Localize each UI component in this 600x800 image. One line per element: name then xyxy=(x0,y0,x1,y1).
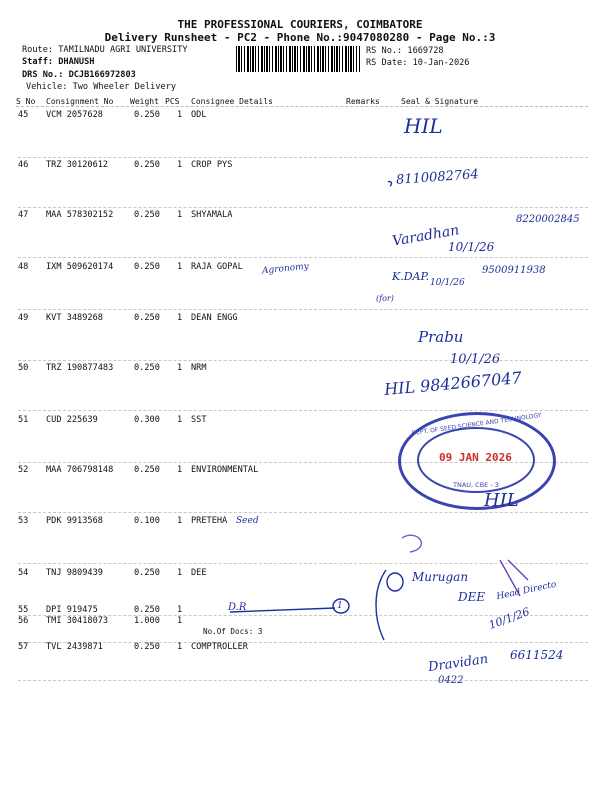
row-pcs: 1 xyxy=(177,605,183,615)
row-consignee: DEAN ENGG xyxy=(191,313,238,323)
col-pcs: PCS xyxy=(165,97,180,106)
row-weight: 0.250 xyxy=(134,363,160,373)
row-consignee: NRM xyxy=(191,363,207,373)
row-consignment: KVT 3489268 xyxy=(46,313,103,323)
stamp-bottom-text: TNAU, CBE - 3 xyxy=(453,481,499,489)
stamp-top-text: DEPT. OF SEED SCIENCE AND TECHNOLOGY xyxy=(411,411,542,438)
row-sno: 55 xyxy=(18,605,29,615)
row-weight: 0.250 xyxy=(134,642,160,652)
row-sno: 52 xyxy=(18,465,29,475)
row-weight: 0.250 xyxy=(134,110,160,120)
handwritten-remark-48: Agronomy xyxy=(261,261,310,277)
row-sno: 56 xyxy=(18,616,29,626)
handwritten-date-54: 10/1/26 xyxy=(487,605,532,632)
row-consignment: VCM 2057628 xyxy=(46,110,103,120)
row-consignment: TRZ 190877483 xyxy=(46,363,114,373)
row-sno: 50 xyxy=(18,363,29,373)
row-sno: 49 xyxy=(18,313,29,323)
handwritten-phone-57: 6611524 xyxy=(510,648,564,662)
row-consignee: SST xyxy=(191,415,207,425)
runsheet-subtitle: Delivery Runsheet - PC2 - Phone No.:9047080280 - Page No.:3 xyxy=(104,31,496,44)
handwritten-sign-45: HIL xyxy=(404,114,443,138)
stamp-date: 09 JAN 2026 xyxy=(439,451,512,464)
col-weight: Weight xyxy=(130,97,159,106)
col-consignment: Consignment No xyxy=(46,97,114,106)
rs-date: RS Date: 10-Jan-2026 xyxy=(366,58,470,68)
handwritten-name-47: Varadhan xyxy=(391,222,461,250)
ink-scribble-53 xyxy=(402,535,421,552)
ink-dot-46 xyxy=(388,181,391,186)
row-consignee: ODL xyxy=(191,110,207,120)
row-pcs: 1 xyxy=(177,516,183,526)
handwritten-phone-48: 9500911938 xyxy=(482,265,546,276)
row-weight: 0.250 xyxy=(134,262,160,272)
row-pcs: 1 xyxy=(177,465,183,475)
row-consignment: MAA 706798148 xyxy=(46,465,114,475)
row-weight: 0.250 xyxy=(134,605,160,615)
row-consignee: SHYAMALA xyxy=(191,210,233,220)
row-sno: 53 xyxy=(18,516,29,526)
handwritten-dept-54: DEE xyxy=(458,590,486,604)
row-weight: 0.250 xyxy=(134,313,160,323)
handwritten-date-48: 10/1/26 xyxy=(430,278,465,288)
row-consignee: DEE xyxy=(191,568,207,578)
row-pcs: 1 xyxy=(177,210,183,220)
row-sno: 57 xyxy=(18,642,29,652)
row-pcs: 1 xyxy=(177,616,183,626)
row-consignee: COMPTROLLER xyxy=(191,642,248,652)
col-seal-signature: Seal & Signature xyxy=(401,97,479,106)
row-pcs: 1 xyxy=(177,415,183,425)
row-consignee: RAJA GOPAL xyxy=(191,262,243,272)
col-consignee: Consignee Details xyxy=(191,97,273,106)
row-consignee: PRETEHA xyxy=(191,516,228,526)
handwritten-phone-46: 8110082764 xyxy=(395,167,480,188)
row-consignment: TRZ 30120612 xyxy=(46,160,109,170)
row-sno: 47 xyxy=(18,210,29,220)
row-weight: 0.250 xyxy=(134,210,160,220)
route-label: Route: TAMILNADU AGRI UNIVERSITY xyxy=(22,45,188,55)
col-sno: S No xyxy=(16,97,36,106)
handwritten-sign-53: HIL xyxy=(484,490,519,511)
handwritten-count-55: 1 xyxy=(337,601,343,611)
row-pcs: 1 xyxy=(177,642,183,652)
handwritten-sign-57: Dravidan xyxy=(427,651,490,676)
handwritten-name-54: Murugan xyxy=(412,570,469,584)
row-pcs: 1 xyxy=(177,110,183,120)
handwritten-sign-48: K.DAP. xyxy=(392,270,430,283)
ink-line-55 xyxy=(230,608,335,612)
staff-label: Staff: DHANUSH xyxy=(22,57,95,67)
handwritten-phone-50: HIL 9842667047 xyxy=(383,368,523,399)
handwritten-sign-50: Prabu xyxy=(418,328,464,346)
handwritten-remark-55: D.R xyxy=(228,602,247,613)
row-sno: 48 xyxy=(18,262,29,272)
rs-number: RS No.: 1669728 xyxy=(366,46,444,56)
row-pcs: 1 xyxy=(177,262,183,272)
row-pcs: 1 xyxy=(177,160,183,170)
row-sno: 45 xyxy=(18,110,29,120)
handwritten-date-50: 10/1/26 xyxy=(450,352,501,367)
row-weight: 0.250 xyxy=(134,160,160,170)
row-consignment: TNJ 9809439 xyxy=(46,568,103,578)
row-weight: 1.000 xyxy=(134,616,160,626)
row-consignment: DPI 919475 xyxy=(46,605,98,615)
handwritten-phone-47: 8220002845 xyxy=(516,214,580,225)
row-consignment: TVL 2439871 xyxy=(46,642,103,652)
row-sno: 46 xyxy=(18,160,29,170)
ink-circle-54 xyxy=(387,573,403,591)
col-remarks: Remarks xyxy=(346,97,380,106)
ink-marks-54 xyxy=(500,560,528,596)
row-sno: 51 xyxy=(18,415,29,425)
row-weight: 0.300 xyxy=(134,415,160,425)
row-consignee: ENVIRONMENTAL xyxy=(191,465,259,475)
row-consignment: PDK 9913568 xyxy=(46,516,103,526)
handwritten-code-57: 0422 xyxy=(438,675,464,686)
row-sno: 54 xyxy=(18,568,29,578)
handwritten-for-48: (for) xyxy=(376,294,394,303)
handwritten-date-47: 10/1/26 xyxy=(448,240,495,254)
vehicle-label: Vehicle: Two Wheeler Delivery xyxy=(26,82,177,92)
ink-bracket-54 xyxy=(376,570,386,640)
row-consignee: CROP PYS xyxy=(191,160,233,170)
row-pcs: 1 xyxy=(177,313,183,323)
company-title: THE PROFESSIONAL COURIERS, COIMBATORE xyxy=(177,18,423,31)
row-consignment: TMI 30418073 xyxy=(46,616,109,626)
handwritten-title-54: Head Directo xyxy=(495,579,558,603)
row-consignment: CUD 225639 xyxy=(46,415,98,425)
handwritten-remark-53: Seed xyxy=(236,516,259,526)
no-of-docs: No.Of Docs: 3 xyxy=(203,627,263,636)
ink-circle-55 xyxy=(333,599,349,613)
row-pcs: 1 xyxy=(177,568,183,578)
row-consignment: IXM 509620174 xyxy=(46,262,114,272)
row-weight: 0.250 xyxy=(134,465,160,475)
drs-label: DRS No.: DCJB166972803 xyxy=(22,70,136,80)
row-pcs: 1 xyxy=(177,363,183,373)
row-weight: 0.100 xyxy=(134,516,160,526)
row-consignment: MAA 578302152 xyxy=(46,210,114,220)
row-weight: 0.250 xyxy=(134,568,160,578)
